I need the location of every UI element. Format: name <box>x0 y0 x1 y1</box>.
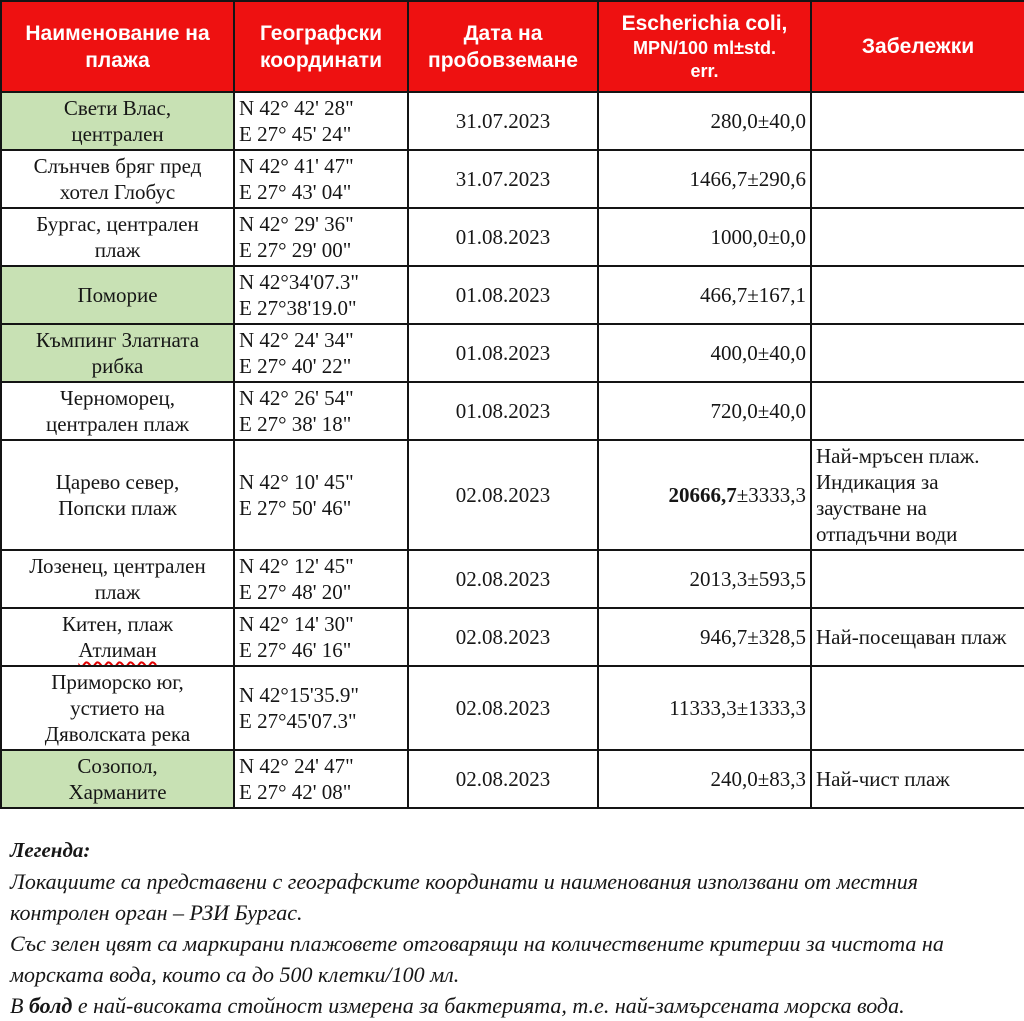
beach-name-cell: Черноморец, централен плаж <box>1 382 234 440</box>
legend <box>10 835 1012 1021</box>
coordinates-cell: N 42° 42' 28" E 27° 45' 24" <box>234 92 408 150</box>
note-cell <box>811 324 1024 382</box>
ecoli-value-bold: 20666,7 <box>668 483 737 507</box>
coordinates-cell: N 42° 10' 45" E 27° 50' 46" <box>234 440 408 550</box>
beach-name-cell: Приморско юг, устието на Дяволската река <box>1 666 234 750</box>
table-row <box>1 324 1024 382</box>
ecoli-value-cell: 240,0±83,3 <box>598 750 811 808</box>
header-notes: Забележки <box>811 1 1024 92</box>
sampling-date-cell: 02.08.2023 <box>408 550 598 608</box>
table-row <box>1 608 1024 666</box>
sampling-date-cell: 02.08.2023 <box>408 608 598 666</box>
ecoli-value-cell: 720,0±40,0 <box>598 382 811 440</box>
note-cell <box>811 150 1024 208</box>
ecoli-value-cell: 946,7±328,5 <box>598 608 811 666</box>
table-row <box>1 92 1024 150</box>
misspelled-word: Атлиман <box>78 638 157 662</box>
header-row <box>1 1 1024 92</box>
note-cell: Най-мръсен плаж. Индикация за заустване на отпадъчни води <box>811 440 1024 550</box>
beach-name-cell: Поморие <box>1 266 234 324</box>
coordinates-cell: N 42° 14' 30" E 27° 46' 16" <box>234 608 408 666</box>
coordinates-cell: N 42° 24' 34" E 27° 40' 22" <box>234 324 408 382</box>
table-row <box>1 750 1024 808</box>
beach-name-cell: Къмпинг Златната рибка <box>1 324 234 382</box>
sampling-date-cell: 02.08.2023 <box>408 750 598 808</box>
legend-bold-prefix: В <box>10 993 29 1018</box>
beach-name-cell: Лозенец, централен плаж <box>1 550 234 608</box>
beach-name-cell: Китен, плаж Атлиман <box>1 608 234 666</box>
coordinates-cell: N 42°15'35.9" E 27°45'07.3" <box>234 666 408 750</box>
ecoli-value-cell: 280,0±40,0 <box>598 92 811 150</box>
legend-line-bold <box>10 990 1012 1021</box>
coordinates-cell: N 42° 12' 45" E 27° 48' 20" <box>234 550 408 608</box>
sampling-date-cell: 31.07.2023 <box>408 150 598 208</box>
beach-name-cell: Царево север, Попски плаж <box>1 440 234 550</box>
table-row <box>1 550 1024 608</box>
ecoli-value-cell: 2013,3±593,5 <box>598 550 811 608</box>
note-cell <box>811 92 1024 150</box>
sampling-date-cell: 02.08.2023 <box>408 440 598 550</box>
legend-line-green: Със зелен цвят са маркирани плажовете отговарящи на количествените критерии за чистота на морската вода, които са до 500 клетки/100 мл. <box>10 931 944 987</box>
table-row <box>1 382 1024 440</box>
coordinates-cell: N 42°34'07.3" E 27°38'19.0" <box>234 266 408 324</box>
legend-bold-word: болд <box>28 993 73 1018</box>
header-sampling-date: Дата на пробовземане <box>408 1 598 92</box>
coordinates-cell: N 42° 29' 36" E 27° 29' 00" <box>234 208 408 266</box>
note-cell <box>811 382 1024 440</box>
sampling-date-cell: 01.08.2023 <box>408 382 598 440</box>
ecoli-value-cell: 11333,3±1333,3 <box>598 666 811 750</box>
note-cell <box>811 266 1024 324</box>
coordinates-cell: N 42° 41' 47" E 27° 43' 04" <box>234 150 408 208</box>
table-row <box>1 266 1024 324</box>
note-cell <box>811 666 1024 750</box>
header-coordinates: Географски координати <box>234 1 408 92</box>
table-row <box>1 208 1024 266</box>
ecoli-value-cell: 1466,7±290,6 <box>598 150 811 208</box>
legend-line-locations: Локациите са представени с географските координати и наименования използвани от местния контролен орган – РЗИ Бургас. <box>10 869 918 925</box>
table-body <box>1 92 1024 808</box>
sampling-date-cell: 31.07.2023 <box>408 92 598 150</box>
header-ecoli-line3: err. <box>690 61 719 81</box>
legend-title: Легенда: <box>10 838 91 862</box>
legend-bold-rest: е най-високата стойност измерена за бактерията, т.е. най-замърсената морска вода. <box>72 993 905 1018</box>
header-ecoli-line2: MPN/100 ml±std. <box>633 38 776 58</box>
sampling-date-cell: 01.08.2023 <box>408 208 598 266</box>
note-cell: Най-чист плаж <box>811 750 1024 808</box>
header-beach-name: Наименование на плажа <box>1 1 234 92</box>
sampling-date-cell: 01.08.2023 <box>408 324 598 382</box>
beach-name-cell: Бургас, централен плаж <box>1 208 234 266</box>
beach-name-cell: Созопол, Харманите <box>1 750 234 808</box>
table-header <box>1 1 1024 92</box>
table-row <box>1 440 1024 550</box>
coordinates-cell: N 42° 26' 54" E 27° 38' 18" <box>234 382 408 440</box>
table-row <box>1 150 1024 208</box>
ecoli-value-cell: 400,0±40,0 <box>598 324 811 382</box>
sampling-date-cell: 02.08.2023 <box>408 666 598 750</box>
ecoli-value-cell: 20666,7±3333,3 <box>598 440 811 550</box>
beach-name-cell: Слънчев бряг пред хотел Глобус <box>1 150 234 208</box>
coordinates-cell: N 42° 24' 47" E 27° 42' 08" <box>234 750 408 808</box>
ecoli-value-cell: 1000,0±0,0 <box>598 208 811 266</box>
sampling-date-cell: 01.08.2023 <box>408 266 598 324</box>
table-row <box>1 666 1024 750</box>
header-ecoli-line1: Escherichia coli, <box>621 12 788 35</box>
note-cell <box>811 208 1024 266</box>
note-cell <box>811 550 1024 608</box>
ecoli-value-cell: 466,7±167,1 <box>598 266 811 324</box>
note-cell: Най-посещаван плаж <box>811 608 1024 666</box>
beach-name-cell: Свети Влас, централен <box>1 92 234 150</box>
header-ecoli <box>598 1 811 92</box>
